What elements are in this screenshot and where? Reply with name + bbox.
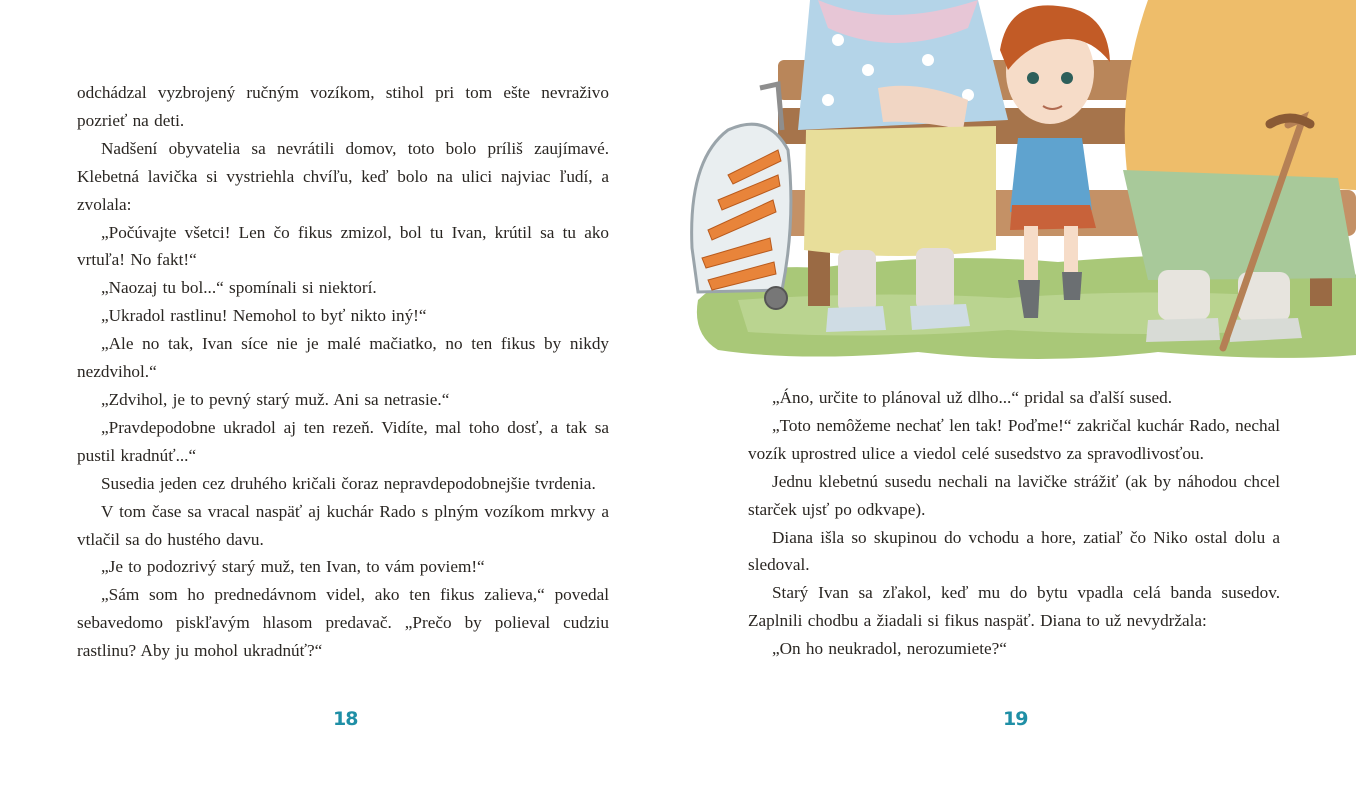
- text-line: Starý Ivan sa zľakol, keď mu do bytu vpadla celá banda susedov.: [772, 583, 1280, 603]
- page-number-left: 18: [333, 708, 358, 730]
- text-line: nikdy nezdvihol.“: [77, 334, 610, 382]
- paragraph: [748, 468, 1280, 524]
- text-line: odchádzal vyzbrojený ručným vozíkom, stihol pri tom ešte nevraživo: [77, 83, 609, 102]
- trolley-wheel: [765, 287, 787, 309]
- paragraph: [77, 581, 609, 665]
- text-line: dolu a sledoval.: [748, 527, 1281, 575]
- right-page: [678, 0, 1356, 800]
- paragraph: [748, 524, 1280, 580]
- paragraph: [77, 498, 609, 554]
- paragraph: [77, 414, 609, 470]
- right-page-text: [748, 384, 1280, 663]
- text-line: Susedia jeden cez druhého kričali čoraz nepravdepodobnejšie: [101, 473, 530, 493]
- text-line: pozrieť na deti.: [77, 110, 185, 130]
- paragraph: [77, 470, 609, 498]
- text-line: „Naozaj tu bol...“ spomínali si niektorí.: [101, 278, 377, 298]
- text-line: V tom čase sa vracal naspäť aj kuchár Rado s plným vozíkom: [101, 501, 545, 521]
- text-line: „On ho neukradol, nerozumiete?“: [772, 639, 1007, 659]
- paragraph: [77, 219, 609, 275]
- paragraph: [77, 553, 609, 581]
- text-line: „Ukradol rastlinu! Nemohol to byť nikto iný!“: [101, 306, 427, 326]
- text-line: mrkvy a vtlačil sa do hustého davu.: [77, 501, 609, 549]
- left-page-text: [77, 79, 609, 665]
- paragraph: [748, 384, 1280, 412]
- paragraph: [77, 274, 609, 302]
- text-line: tvrdenia.: [535, 473, 596, 493]
- text-line: „Je to podozrivý starý muž, ten Ivan, to vám poviem!“: [101, 557, 485, 577]
- paragraph: [748, 579, 1280, 635]
- paragraph: [77, 386, 609, 414]
- text-line: Nadšení obyvatelia sa nevrátili domov, toto bolo príliš zaujímavé.: [101, 138, 609, 158]
- text-line: „Ale no tak, Ivan síce nie je malé mačiatko, no ten fikus by: [101, 334, 562, 354]
- text-line: sa pustil kradnúť...“: [77, 417, 610, 465]
- text-line: „Áno, určite to plánoval už dlho...“ pridal sa ďalší sused.: [772, 388, 1173, 407]
- text-line: Zaplnili chodbu a žiadali si fikus naspäť. Diana to už nevydržala:: [748, 611, 1207, 631]
- text-line: Klebetná lavička si vystriehla chvíľu, keď bolo na ulici najviac ľudí,: [77, 166, 593, 186]
- text-line: „Zdvihol, je to pevný starý muž. Ani sa netrasie.“: [101, 389, 450, 409]
- paragraph: [748, 412, 1280, 468]
- text-line: Jednu klebetnú susedu nechali na lavičke strážiť (ak by náhodou: [772, 471, 1237, 491]
- text-line: „Toto nemôžeme nechať len tak! Poďme!“ zakričal kuchár Rado,: [772, 415, 1230, 435]
- text-line: sebavedomo piskľavým hlasom predavač. „Prečo by polieval cudziu: [77, 613, 609, 633]
- text-line: chcel starček ujsť po odkvape).: [748, 471, 1280, 519]
- paragraph: [77, 302, 609, 330]
- text-line: „Pravdepodobne ukradol aj ten rezeň. Vidíte, mal toho dosť, a tak: [101, 417, 587, 437]
- bench-illustration: [678, 0, 1356, 365]
- page-number-right: 19: [1003, 708, 1028, 730]
- text-line: „Sám som ho prednedávnom videl, ako ten fikus zalieva,“ povedal: [101, 585, 609, 605]
- paragraph: [77, 330, 609, 386]
- paragraph: [77, 135, 609, 219]
- shopping-trolley: [692, 84, 791, 309]
- text-line: a zvolala:: [77, 166, 609, 214]
- paragraph: [748, 635, 1280, 663]
- text-line: Diana išla so skupinou do vchodu a hore, zatiaľ čo Niko ostal: [772, 527, 1228, 547]
- text-line: nechal vozík uprostred ulice a viedol celé susedstvo za spravodlivosťou.: [748, 415, 1280, 463]
- paragraph: [77, 79, 609, 135]
- text-line: „Počúvajte všetci! Len čo fikus zmizol, bol tu Ivan, krútil sa tu: [101, 222, 576, 242]
- text-line: rastlinu? Aby ju mohol ukradnúť?“: [77, 641, 323, 661]
- text-line: ako vrtuľa! No fakt!“: [77, 222, 610, 270]
